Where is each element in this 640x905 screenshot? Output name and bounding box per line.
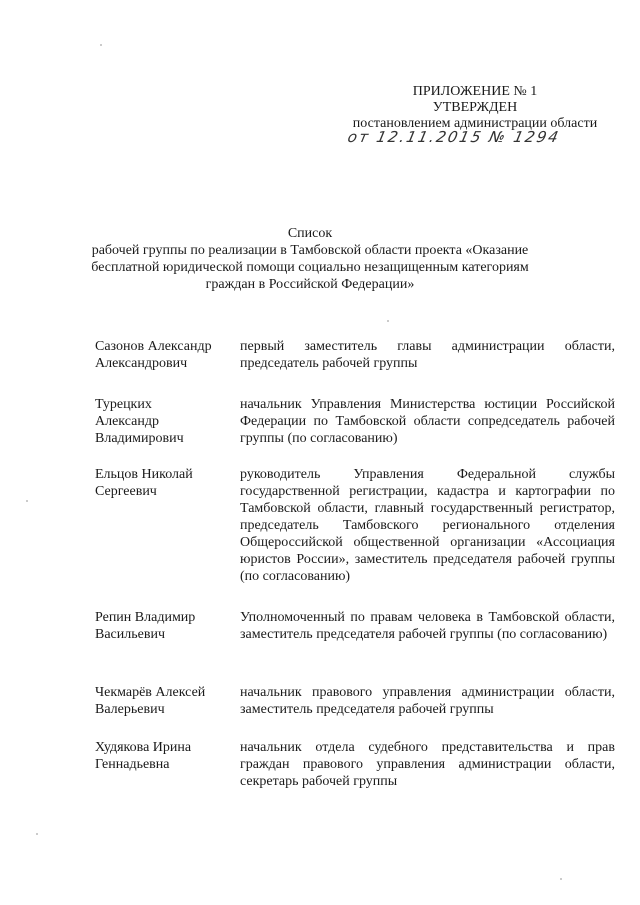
member-name: Ельцов Николай Сергеевич	[95, 467, 193, 499]
scan-speck	[36, 833, 38, 835]
scan-speck	[26, 500, 28, 502]
approved-by-label: постановлением администрации области	[352, 116, 598, 131]
scan-speck	[560, 878, 562, 880]
member-name: Турецких Александр Владимирович	[95, 397, 184, 446]
appendix-label: ПРИЛОЖЕНИЕ № 1	[412, 84, 538, 99]
member-role: начальник Управления Министерства юстиции Российской Федерации по Тамбовской области сопредседатель рабочей группы (по согласованию)	[240, 397, 615, 446]
member-name: Чекмарёв Алексей Валерьевич	[95, 685, 206, 717]
handwritten-date-number: от 12.11.2015 № 1294	[346, 128, 562, 146]
member-name: Худякова Ирина Геннадьевна	[95, 740, 192, 772]
member-name: Сазонов Александр Александрович	[95, 339, 212, 371]
scan-speck	[100, 44, 102, 46]
member-role: начальник правового управления администрации области, заместитель председателя рабочей группы	[240, 685, 615, 717]
member-role: начальник отдела судебного представительства и прав граждан правового управления администрации области, секретарь рабочей группы	[240, 740, 615, 789]
scan-speck	[387, 320, 389, 322]
member-role: Уполномоченный по правам человека в Тамбовской области, заместитель председателя рабочей группы (по согласованию)	[240, 610, 615, 642]
approved-label: УТВЕРЖДЕН	[432, 100, 518, 115]
member-role: руководитель Управления Федеральной службы государственной регистрации, кадастра и картографии по Тамбовской области, главный государственный регистратор, председатель Тамбовского регионального отделения Общероссийской общественной организации «Ассоциация юристов России», заместитель председателя рабочей группы (по согласованию)	[240, 467, 615, 584]
member-role: первый заместитель главы администрации области, председатель рабочей группы	[240, 339, 615, 371]
member-name: Репин Владимир Васильевич	[95, 610, 196, 642]
title-heading: Список	[287, 226, 333, 241]
title-body: рабочей группы по реализации в Тамбовской области проекта «Оказание бесплатной юридической помощи социально незащищенным категориям граждан в Российской Федерации»	[91, 243, 529, 292]
